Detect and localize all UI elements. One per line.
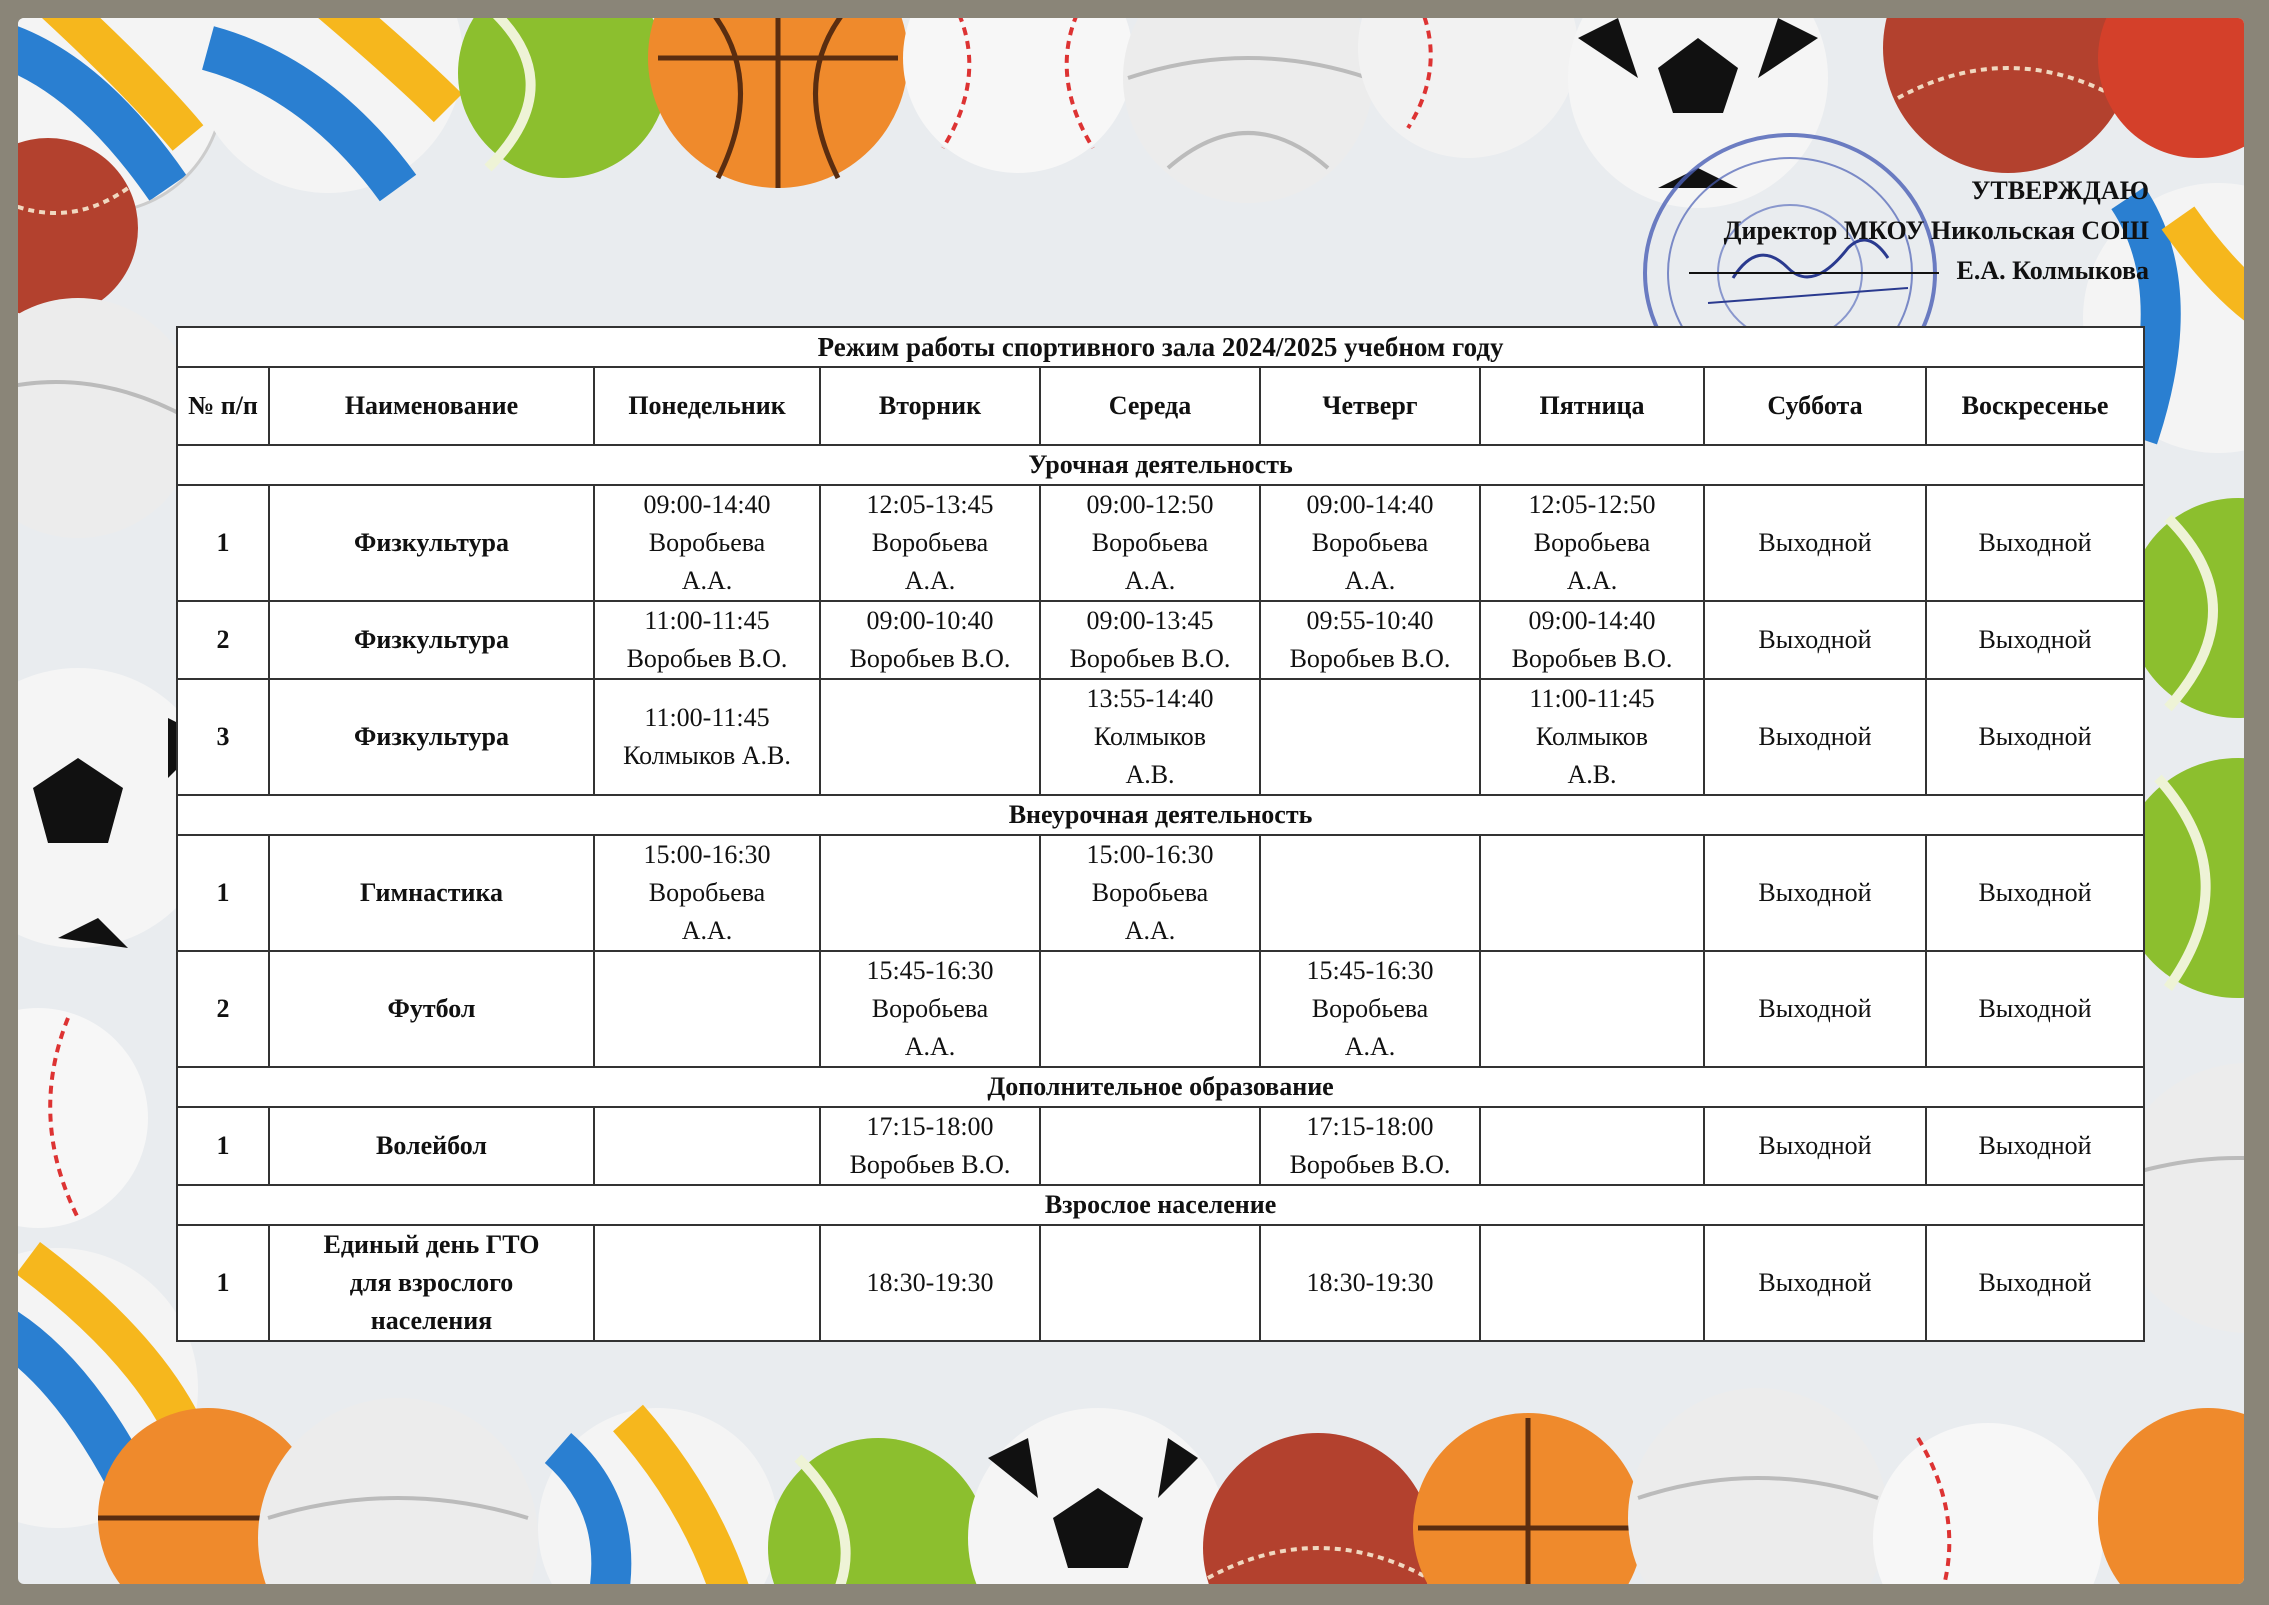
cell-initials: А.А.	[904, 566, 956, 595]
header-tue: Вторник	[820, 367, 1040, 445]
row-name-line: населения	[370, 1306, 493, 1335]
section-row	[177, 445, 2144, 485]
section-row	[177, 1067, 2144, 1107]
cell-time: 11:00-11:45	[644, 606, 770, 635]
cell-time: 15:00-16:30	[1086, 840, 1214, 869]
cell-teacher: Воробьев В.О.	[1289, 644, 1451, 673]
cell-sun: Выходной	[1926, 601, 2144, 679]
cell-thu	[1260, 601, 1480, 679]
row-name-line: Единый день ГТО	[323, 1230, 540, 1259]
row-name	[269, 1225, 594, 1341]
cell-initials: А.А.	[681, 566, 733, 595]
header-wed: Середа	[1040, 367, 1260, 445]
row-num: 1	[177, 1225, 269, 1341]
header-num: № п/п	[177, 367, 269, 445]
cell-sun: Выходной	[1926, 1107, 2144, 1185]
cell-tue	[820, 835, 1040, 951]
cell-sun: Выходной	[1926, 1225, 2144, 1341]
cell-teacher: Воробьева	[648, 528, 766, 557]
volleyball-icon	[538, 1408, 778, 1584]
cell-thu	[1260, 679, 1480, 795]
cell-teacher: Воробьева	[1311, 528, 1429, 557]
section-title: Взрослое население	[177, 1185, 2144, 1225]
row-name: Физкультура	[269, 601, 594, 679]
cell-time: 09:00-12:50	[1086, 490, 1214, 519]
cell-teacher: Колмыков	[1093, 722, 1207, 751]
cell-initials: А.А.	[904, 1032, 956, 1061]
row-num: 2	[177, 951, 269, 1067]
cell-teacher: Воробьева	[871, 528, 989, 557]
cell-teacher: Воробьев В.О.	[849, 644, 1011, 673]
header-fri: Пятница	[1480, 367, 1704, 445]
cell-sat: Выходной	[1704, 1107, 1926, 1185]
row-num: 1	[177, 835, 269, 951]
section-title: Дополнительное образование	[177, 1067, 2144, 1107]
cell-sat: Выходной	[1704, 601, 1926, 679]
cell-sat: Выходной	[1704, 679, 1926, 795]
table-row	[177, 951, 2144, 1067]
approval-block	[1689, 171, 2149, 291]
volleyball-icon	[1123, 18, 1373, 203]
schedule-sheet	[18, 18, 2244, 1584]
volleyball-icon	[193, 18, 463, 193]
table-header-row	[177, 367, 2144, 445]
cell-time: 17:15-18:00	[1306, 1112, 1434, 1141]
cell-fri	[1480, 951, 1704, 1067]
cell-time: 11:00-11:45	[1529, 684, 1655, 713]
cell-wed	[1040, 679, 1260, 795]
cell-time: 09:00-10:40	[866, 606, 994, 635]
baseball-icon	[1358, 18, 1578, 158]
cell-teacher: Воробьева	[1091, 528, 1209, 557]
basketball-icon	[2098, 1408, 2244, 1584]
cell-fri	[1480, 679, 1704, 795]
cell-mon	[594, 1107, 820, 1185]
cell-fri	[1480, 485, 1704, 601]
cell-fri	[1480, 1107, 1704, 1185]
cell-time: 12:05-13:45	[866, 490, 994, 519]
cell-initials: А.А.	[1344, 1032, 1396, 1061]
cell-teacher: Воробьева	[1533, 528, 1651, 557]
cell-teacher: Колмыков	[1535, 722, 1649, 751]
table-row	[177, 835, 2144, 951]
cell-tue: 18:30-19:30	[820, 1225, 1040, 1341]
table-row	[177, 485, 2144, 601]
row-num: 1	[177, 485, 269, 601]
cell-fri	[1480, 601, 1704, 679]
cell-teacher: Воробьева	[871, 994, 989, 1023]
volleyball-icon	[258, 1398, 538, 1584]
cell-wed	[1040, 1107, 1260, 1185]
cell-mon	[594, 679, 820, 795]
cell-time: 12:05-12:50	[1528, 490, 1656, 519]
section-row	[177, 795, 2144, 835]
cell-teacher: Воробьев В.О.	[1069, 644, 1231, 673]
cell-time: 11:00-11:45	[644, 703, 770, 732]
approval-signature-line	[1689, 251, 2149, 291]
signature-line	[1689, 272, 1939, 274]
header-mon: Понедельник	[594, 367, 820, 445]
basketball-icon	[648, 18, 908, 188]
cell-thu: 18:30-19:30	[1260, 1225, 1480, 1341]
table-row	[177, 679, 2144, 795]
cell-time: 09:00-14:40	[643, 490, 771, 519]
section-title: Урочная деятельность	[177, 445, 2144, 485]
cell-teacher: Воробьева	[648, 878, 766, 907]
cell-teacher: Воробьев В.О.	[626, 644, 788, 673]
cell-mon	[594, 951, 820, 1067]
header-sat: Суббота	[1704, 367, 1926, 445]
table-row	[177, 1107, 2144, 1185]
cell-time: 09:00-14:40	[1306, 490, 1434, 519]
cell-thu	[1260, 485, 1480, 601]
row-name: Волейбол	[269, 1107, 594, 1185]
cell-thu	[1260, 1107, 1480, 1185]
cell-mon	[594, 835, 820, 951]
baseball-icon	[18, 1008, 148, 1228]
table-row	[177, 1225, 2144, 1341]
cell-wed	[1040, 601, 1260, 679]
cell-wed	[1040, 485, 1260, 601]
cell-sat: Выходной	[1704, 1225, 1926, 1341]
tennis-ball-icon	[458, 18, 668, 178]
row-name: Физкультура	[269, 485, 594, 601]
cell-tue	[820, 1107, 1040, 1185]
cell-initials: А.В.	[1567, 760, 1617, 789]
baseball-icon	[1873, 1423, 2103, 1584]
basketball-icon	[1413, 1413, 1643, 1584]
cell-sun: Выходной	[1926, 485, 2144, 601]
cell-tue	[820, 679, 1040, 795]
cricket-ball-icon	[1203, 1433, 1433, 1584]
schedule-table	[176, 326, 2145, 1342]
row-num: 3	[177, 679, 269, 795]
cell-time: 13:55-14:40	[1086, 684, 1214, 713]
table-title-row	[177, 327, 2144, 367]
cell-teacher: Воробьев В.О.	[849, 1150, 1011, 1179]
header-name: Наименование	[269, 367, 594, 445]
section-row	[177, 1185, 2144, 1225]
row-name: Гимнастика	[269, 835, 594, 951]
cell-tue	[820, 601, 1040, 679]
cell-time: 15:45-16:30	[1306, 956, 1434, 985]
cell-teacher: Воробьева	[1091, 878, 1209, 907]
cell-sat: Выходной	[1704, 951, 1926, 1067]
basketball-icon	[2098, 18, 2244, 158]
soccer-ball-icon	[968, 1408, 1228, 1584]
header-thu: Четверг	[1260, 367, 1480, 445]
row-name-line: для взрослого	[349, 1268, 514, 1297]
cell-initials: А.В.	[1125, 760, 1175, 789]
row-name: Футбол	[269, 951, 594, 1067]
cell-sat: Выходной	[1704, 835, 1926, 951]
table-row	[177, 601, 2144, 679]
cell-time: 15:45-16:30	[866, 956, 994, 985]
cell-wed	[1040, 835, 1260, 951]
header-sun: Воскресенье	[1926, 367, 2144, 445]
table-title: Режим работы спортивного зала 2024/2025 учебном году	[177, 327, 2144, 367]
cell-fri	[1480, 835, 1704, 951]
cell-initials: А.А.	[681, 916, 733, 945]
cell-sat: Выходной	[1704, 485, 1926, 601]
cell-teacher: Колмыков А.В.	[623, 741, 791, 770]
cell-wed	[1040, 1225, 1260, 1341]
cell-teacher: Воробьева	[1311, 994, 1429, 1023]
cell-sun: Выходной	[1926, 951, 2144, 1067]
cell-sun: Выходной	[1926, 679, 2144, 795]
cell-thu	[1260, 835, 1480, 951]
row-num: 1	[177, 1107, 269, 1185]
cell-tue	[820, 951, 1040, 1067]
cell-time: 09:55-10:40	[1306, 606, 1434, 635]
tennis-ball-icon	[768, 1438, 988, 1584]
cell-thu	[1260, 951, 1480, 1067]
section-title: Внеурочная деятельность	[177, 795, 2144, 835]
cell-time: 17:15-18:00	[866, 1112, 994, 1141]
approval-name: Е.А. Колмыкова	[1956, 256, 2149, 285]
cell-initials: А.А.	[1566, 566, 1618, 595]
cell-mon	[594, 485, 820, 601]
cell-sun: Выходной	[1926, 835, 2144, 951]
cell-teacher: Воробьев В.О.	[1511, 644, 1673, 673]
baseball-icon	[903, 18, 1133, 173]
cell-time: 09:00-14:40	[1528, 606, 1656, 635]
cell-time: 15:00-16:30	[643, 840, 771, 869]
volleyball-icon	[18, 298, 198, 538]
cell-mon	[594, 1225, 820, 1341]
row-name: Физкультура	[269, 679, 594, 795]
cell-initials: А.А.	[1124, 916, 1176, 945]
cell-mon	[594, 601, 820, 679]
cell-fri	[1480, 1225, 1704, 1341]
approval-position: Директор МКОУ Никольская СОШ	[1723, 216, 2149, 245]
row-num: 2	[177, 601, 269, 679]
approval-heading: УТВЕРЖДАЮ	[1971, 176, 2149, 205]
volleyball-icon	[1628, 1388, 1888, 1584]
cell-initials: А.А.	[1344, 566, 1396, 595]
cell-time: 09:00-13:45	[1086, 606, 1214, 635]
tennis-ball-icon	[2128, 498, 2244, 718]
cell-wed	[1040, 951, 1260, 1067]
cell-initials: А.А.	[1124, 566, 1176, 595]
cell-tue	[820, 485, 1040, 601]
cell-teacher: Воробьев В.О.	[1289, 1150, 1451, 1179]
